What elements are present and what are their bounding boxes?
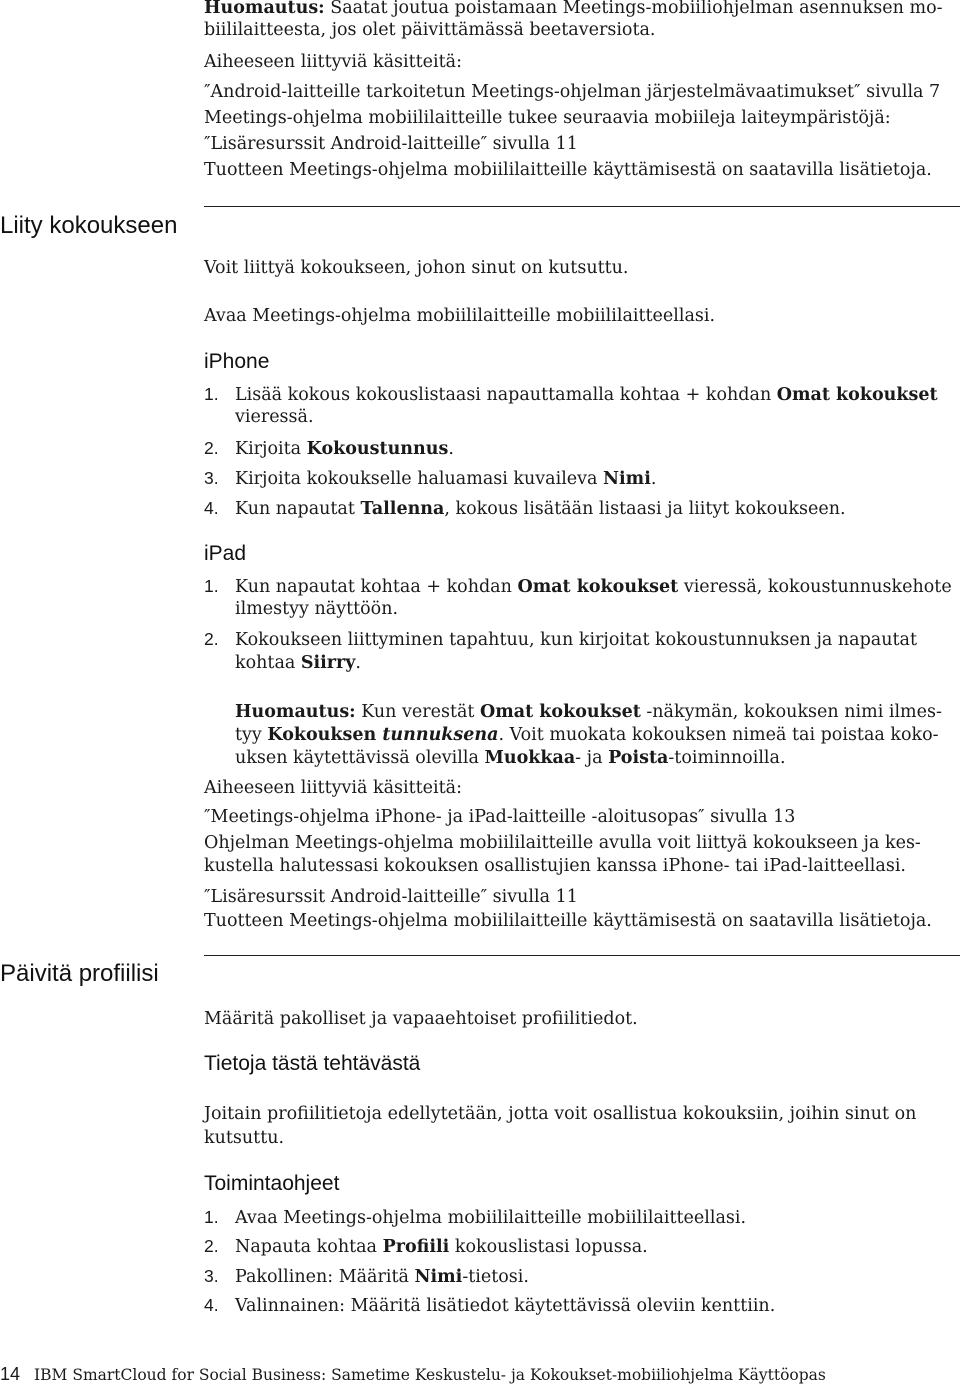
note-label: Huomautus: (204, 0, 325, 18)
profile-intro: Määritä pakolliset ja vapaaehtoiset profiilitiedot. (204, 1009, 638, 1029)
open-app-instruction: Avaa Meetings-ohjelma mobiililaitteille mobiililaitteellasi. (204, 306, 716, 326)
ipad-step-1-cont: ilmestyy näyttöön. (235, 599, 399, 619)
related-link[interactable]: ″Lisäresurssit Android-laitteille″ sivulla 11 (204, 887, 578, 907)
ipad-note-cont: tyy Kokouksen tunnuksena. Voit muokata kokouksen nimeä tai poistaa koko- (235, 725, 939, 745)
related-link[interactable]: Ohjelman Meetings-ohjelma mobiililaitteille avulla voit liittyä kokoukseen ja kes- (204, 833, 921, 853)
iphone-step-3: 3. Kirjoita kokoukselle haluamasi kuvaileva Nimi. (204, 468, 657, 489)
related-link[interactable]: ″Lisäresurssit Android-laitteille″ sivulla 11 (204, 134, 578, 154)
iphone-step-2: 2. Kirjoita Kokoustunnus. (204, 438, 454, 459)
section-title-profile: Päivitä profiilisi (0, 960, 159, 987)
profile-step-4: 4. Valinnainen: Määritä lisätiedot käytettävissä oleviin kenttiin. (204, 1295, 776, 1316)
related-link[interactable]: Meetings-ohjelma mobiililaitteille tukee seuraavia mobiileja laiteympäristöjä: (204, 108, 891, 128)
section-divider (204, 955, 960, 956)
about-task-heading: Tietoja tästä tehtävästä (204, 1052, 421, 1075)
iphone-step-4: 4. Kun napautat Tallenna, kokous lisätään listaasi ja liityt kokoukseen. (204, 498, 846, 519)
ipad-step-2: 2. Kokoukseen liittyminen tapahtuu, kun kirjoitat kokoustunnuksen ja napautat (204, 629, 917, 650)
related-link[interactable]: Tuotteen Meetings-ohjelma mobiililaitteille käyttämisestä on saatavilla lisätietoja. (204, 911, 932, 931)
ipad-note-cont: uksen käytettävissä olevilla Muokkaa- ja Poista-toiminnoilla. (235, 748, 786, 768)
iphone-step-1: 1. Lisää kokous kokouslistaasi napauttamalla kohtaa + kohdan Omat kokoukset (204, 384, 938, 405)
ipad-step-1: 1. Kun napautat kohtaa + kohdan Omat kokoukset vieressä, kokoustunnuskehote (204, 576, 952, 597)
related-concepts-label: Aiheeseen liittyviä käsitteitä: (204, 778, 462, 798)
related-concepts-label: Aiheeseen liittyviä käsitteitä: (204, 52, 462, 72)
iphone-heading: iPhone (204, 350, 270, 373)
join-intro: Voit liittyä kokoukseen, johon sinut on kutsuttu. (204, 258, 629, 278)
section-title-join: Liity kokoukseen (0, 212, 178, 239)
profile-step-3: 3. Pakollinen: Määritä Nimi-tietosi. (204, 1266, 529, 1287)
note: Huomautus: Saatat joutua poistamaan Meetings-mobiiliohjelman asennuksen mo- (204, 0, 943, 18)
ipad-heading: iPad (204, 542, 247, 565)
procedure-heading: Toimintaohjeet (204, 1172, 340, 1195)
related-link[interactable]: Tuotteen Meetings-ohjelma mobiililaitteille käyttämisestä on saatavilla lisätietoja. (204, 160, 932, 180)
iphone-step-1-cont: vieressä. (235, 407, 314, 427)
related-link-cont[interactable]: kustella halutessasi kokouksen osallistujien kanssa iPhone- tai iPad-laitteellasi. (204, 856, 906, 876)
ipad-step-2-cont: kohtaa Siirry. (235, 653, 361, 673)
related-link[interactable]: ″Android-laitteille tarkoitetun Meetings-ohjelman järjestelmävaatimukset″ sivulla 7 (204, 82, 941, 102)
page-footer (0, 1364, 826, 1385)
about-task-text: Joitain profiilitietoja edellytetään, jotta voit osallistua kokouksiin, joihin sinut on (204, 1104, 917, 1124)
related-link[interactable]: ″Meetings-ohjelma iPhone- ja iPad-laitteille -aloitusopas″ sivulla 13 (204, 807, 796, 827)
about-task-text-cont: kutsuttu. (204, 1128, 285, 1148)
profile-step-1: 1. Avaa Meetings-ohjelma mobiililaitteille mobiililaitteellasi. (204, 1207, 747, 1228)
ipad-note: Huomautus: Kun verestät Omat kokoukset -näkymän, kokouksen nimi ilmes- (235, 702, 942, 722)
page-number: 14 (0, 1364, 21, 1384)
profile-step-2: 2. Napauta kohtaa Profiili kokouslistasi lopussa. (204, 1236, 648, 1257)
note-continued: biililaitteesta, jos olet päivittämässä beetaversiota. (204, 20, 656, 40)
book-title: IBM SmartCloud for Social Business: Sametime Keskustelu- ja Kokoukset-mobiiliohjelma Käyttöopas (34, 1366, 826, 1384)
section-divider (204, 206, 960, 207)
